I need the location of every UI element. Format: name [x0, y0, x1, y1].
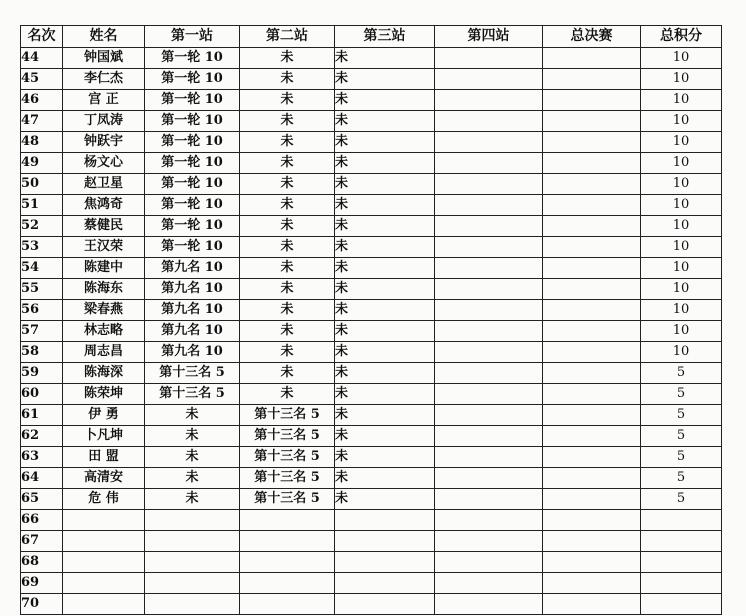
player-name-cell: 周志昌	[63, 342, 145, 363]
stage-3-cell: 未	[335, 258, 435, 279]
stage-2-cell: 未	[240, 132, 335, 153]
final-cell	[543, 552, 641, 573]
stage-2-cell: 第十三名 5	[240, 447, 335, 468]
player-name-cell: 梁春燕	[63, 300, 145, 321]
stage-2-cell	[240, 552, 335, 573]
stage-3-cell: 未	[335, 405, 435, 426]
stage-2-cell: 未	[240, 258, 335, 279]
player-name-cell: 杨文心	[63, 153, 145, 174]
total-points-cell: 5	[641, 426, 722, 447]
total-points-cell	[641, 594, 722, 615]
stage-2-cell: 未	[240, 237, 335, 258]
player-name-cell: 宫 正	[63, 90, 145, 111]
table-row	[21, 153, 722, 174]
table-row	[21, 447, 722, 468]
standings-sheet	[20, 25, 722, 615]
final-cell	[543, 531, 641, 552]
stage-3-cell: 未	[335, 300, 435, 321]
final-cell	[543, 573, 641, 594]
table-row	[21, 195, 722, 216]
total-points-cell: 5	[641, 405, 722, 426]
total-points-cell: 10	[641, 195, 722, 216]
rank-cell: 57	[21, 321, 63, 342]
stage-3-cell: 未	[335, 132, 435, 153]
stage-4-cell	[435, 216, 543, 237]
stage-4-cell	[435, 300, 543, 321]
stage-2-cell: 第十三名 5	[240, 426, 335, 447]
final-cell	[543, 489, 641, 510]
stage-2-cell: 未	[240, 384, 335, 405]
player-name-cell: 王汉荣	[63, 237, 145, 258]
stage-3-cell: 未	[335, 342, 435, 363]
table-row	[21, 258, 722, 279]
rank-cell: 53	[21, 237, 63, 258]
stage-4-cell	[435, 510, 543, 531]
final-cell	[543, 195, 641, 216]
table-row	[21, 69, 722, 90]
rank-cell: 63	[21, 447, 63, 468]
stage-1-cell: 未	[145, 447, 240, 468]
table-row	[21, 594, 722, 615]
table-row	[21, 342, 722, 363]
header-row	[21, 26, 722, 48]
player-name-cell: 卜凡坤	[63, 426, 145, 447]
stage-1-cell: 第九名 10	[145, 321, 240, 342]
final-cell	[543, 342, 641, 363]
header-name: 姓名	[63, 26, 145, 48]
header-total-points: 总积分	[641, 26, 722, 48]
header-final: 总决赛	[543, 26, 641, 48]
player-name-cell: 陈建中	[63, 258, 145, 279]
stage-4-cell	[435, 468, 543, 489]
stage-4-cell	[435, 111, 543, 132]
rank-cell: 46	[21, 90, 63, 111]
stage-3-cell: 未	[335, 384, 435, 405]
stage-2-cell: 未	[240, 216, 335, 237]
table-row	[21, 552, 722, 573]
player-name-cell: 田 盟	[63, 447, 145, 468]
stage-1-cell: 第一轮 10	[145, 153, 240, 174]
standings-table	[20, 25, 722, 615]
total-points-cell: 10	[641, 174, 722, 195]
stage-1-cell: 第十三名 5	[145, 363, 240, 384]
final-cell	[543, 237, 641, 258]
total-points-cell: 10	[641, 90, 722, 111]
stage-3-cell	[335, 510, 435, 531]
total-points-cell: 10	[641, 342, 722, 363]
stage-3-cell: 未	[335, 489, 435, 510]
rank-cell: 56	[21, 300, 63, 321]
rank-cell: 64	[21, 468, 63, 489]
stage-1-cell: 第一轮 10	[145, 132, 240, 153]
final-cell	[543, 174, 641, 195]
player-name-cell: 高清安	[63, 468, 145, 489]
stage-2-cell: 未	[240, 174, 335, 195]
final-cell	[543, 48, 641, 69]
stage-4-cell	[435, 237, 543, 258]
stage-1-cell: 第九名 10	[145, 258, 240, 279]
stage-3-cell: 未	[335, 216, 435, 237]
total-points-cell: 10	[641, 48, 722, 69]
total-points-cell: 5	[641, 384, 722, 405]
stage-4-cell	[435, 279, 543, 300]
table-row	[21, 405, 722, 426]
stage-1-cell: 第一轮 10	[145, 195, 240, 216]
final-cell	[543, 90, 641, 111]
total-points-cell: 5	[641, 363, 722, 384]
rank-cell: 49	[21, 153, 63, 174]
player-name-cell: 钟跃宇	[63, 132, 145, 153]
table-row	[21, 90, 722, 111]
total-points-cell: 10	[641, 279, 722, 300]
stage-2-cell	[240, 510, 335, 531]
stage-2-cell	[240, 573, 335, 594]
rank-cell: 59	[21, 363, 63, 384]
table-row	[21, 174, 722, 195]
stage-1-cell	[145, 573, 240, 594]
player-name-cell: 赵卫星	[63, 174, 145, 195]
stage-1-cell: 未	[145, 426, 240, 447]
stage-1-cell: 未	[145, 405, 240, 426]
final-cell	[543, 447, 641, 468]
stage-1-cell	[145, 510, 240, 531]
table-row	[21, 300, 722, 321]
total-points-cell	[641, 531, 722, 552]
stage-2-cell: 未	[240, 69, 335, 90]
player-name-cell: 陈海深	[63, 363, 145, 384]
rank-cell: 52	[21, 216, 63, 237]
stage-4-cell	[435, 384, 543, 405]
final-cell	[543, 321, 641, 342]
stage-1-cell: 未	[145, 489, 240, 510]
stage-2-cell: 未	[240, 195, 335, 216]
stage-2-cell: 第十三名 5	[240, 468, 335, 489]
final-cell	[543, 594, 641, 615]
stage-3-cell: 未	[335, 153, 435, 174]
player-name-cell: 丁凤涛	[63, 111, 145, 132]
stage-1-cell: 第一轮 10	[145, 174, 240, 195]
total-points-cell	[641, 510, 722, 531]
final-cell	[543, 216, 641, 237]
header-rank: 名次	[21, 26, 63, 48]
stage-3-cell: 未	[335, 48, 435, 69]
stage-4-cell	[435, 132, 543, 153]
stage-2-cell	[240, 594, 335, 615]
total-points-cell: 5	[641, 489, 722, 510]
table-row	[21, 426, 722, 447]
final-cell	[543, 279, 641, 300]
stage-2-cell	[240, 531, 335, 552]
total-points-cell: 10	[641, 321, 722, 342]
player-name-cell: 林志略	[63, 321, 145, 342]
stage-4-cell	[435, 195, 543, 216]
stage-4-cell	[435, 552, 543, 573]
rank-cell: 48	[21, 132, 63, 153]
stage-4-cell	[435, 69, 543, 90]
total-points-cell: 5	[641, 447, 722, 468]
stage-3-cell: 未	[335, 468, 435, 489]
stage-2-cell: 未	[240, 90, 335, 111]
final-cell	[543, 405, 641, 426]
table-row	[21, 132, 722, 153]
stage-2-cell: 未	[240, 48, 335, 69]
stage-3-cell: 未	[335, 363, 435, 384]
stage-1-cell	[145, 531, 240, 552]
table-row	[21, 363, 722, 384]
stage-1-cell: 第一轮 10	[145, 216, 240, 237]
total-points-cell	[641, 573, 722, 594]
stage-4-cell	[435, 321, 543, 342]
total-points-cell	[641, 552, 722, 573]
stage-1-cell	[145, 552, 240, 573]
stage-2-cell: 未	[240, 342, 335, 363]
stage-4-cell	[435, 573, 543, 594]
rank-cell: 66	[21, 510, 63, 531]
stage-3-cell: 未	[335, 279, 435, 300]
stage-2-cell: 未	[240, 153, 335, 174]
rank-cell: 55	[21, 279, 63, 300]
stage-3-cell	[335, 531, 435, 552]
stage-4-cell	[435, 426, 543, 447]
final-cell	[543, 384, 641, 405]
stage-2-cell: 未	[240, 111, 335, 132]
stage-1-cell: 第九名 10	[145, 342, 240, 363]
player-name-cell	[63, 531, 145, 552]
final-cell	[543, 69, 641, 90]
stage-2-cell: 未	[240, 321, 335, 342]
player-name-cell	[63, 552, 145, 573]
player-name-cell: 危 伟	[63, 489, 145, 510]
player-name-cell	[63, 510, 145, 531]
final-cell	[543, 468, 641, 489]
stage-4-cell	[435, 258, 543, 279]
stage-1-cell: 第十三名 5	[145, 384, 240, 405]
stage-3-cell: 未	[335, 237, 435, 258]
rank-cell: 69	[21, 573, 63, 594]
rank-cell: 65	[21, 489, 63, 510]
table-row	[21, 216, 722, 237]
stage-3-cell	[335, 573, 435, 594]
header-stage-1: 第一站	[145, 26, 240, 48]
stage-1-cell: 第九名 10	[145, 279, 240, 300]
rank-cell: 68	[21, 552, 63, 573]
stage-4-cell	[435, 531, 543, 552]
stage-3-cell: 未	[335, 426, 435, 447]
rank-cell: 70	[21, 594, 63, 615]
stage-1-cell: 未	[145, 468, 240, 489]
player-name-cell: 陈荣坤	[63, 384, 145, 405]
stage-4-cell	[435, 489, 543, 510]
table-row	[21, 531, 722, 552]
final-cell	[543, 153, 641, 174]
table-row	[21, 510, 722, 531]
final-cell	[543, 132, 641, 153]
final-cell	[543, 111, 641, 132]
table-row	[21, 489, 722, 510]
stage-4-cell	[435, 174, 543, 195]
rank-cell: 60	[21, 384, 63, 405]
stage-4-cell	[435, 447, 543, 468]
player-name-cell: 李仁杰	[63, 69, 145, 90]
stage-1-cell: 第一轮 10	[145, 69, 240, 90]
rank-cell: 51	[21, 195, 63, 216]
header-stage-3: 第三站	[335, 26, 435, 48]
rank-cell: 67	[21, 531, 63, 552]
player-name-cell: 蔡健民	[63, 216, 145, 237]
player-name-cell: 焦鸿奇	[63, 195, 145, 216]
total-points-cell: 10	[641, 111, 722, 132]
total-points-cell: 10	[641, 258, 722, 279]
rank-cell: 62	[21, 426, 63, 447]
rank-cell: 47	[21, 111, 63, 132]
stage-3-cell: 未	[335, 321, 435, 342]
total-points-cell: 10	[641, 216, 722, 237]
final-cell	[543, 510, 641, 531]
player-name-cell: 钟国斌	[63, 48, 145, 69]
header-stage-2: 第二站	[240, 26, 335, 48]
total-points-cell: 10	[641, 132, 722, 153]
final-cell	[543, 258, 641, 279]
player-name-cell	[63, 594, 145, 615]
stage-4-cell	[435, 153, 543, 174]
table-row	[21, 573, 722, 594]
stage-4-cell	[435, 342, 543, 363]
stage-1-cell: 第一轮 10	[145, 111, 240, 132]
rank-cell: 54	[21, 258, 63, 279]
table-row	[21, 279, 722, 300]
final-cell	[543, 426, 641, 447]
stage-3-cell: 未	[335, 447, 435, 468]
final-cell	[543, 300, 641, 321]
table-row	[21, 384, 722, 405]
final-cell	[543, 363, 641, 384]
stage-1-cell: 第一轮 10	[145, 48, 240, 69]
rank-cell: 50	[21, 174, 63, 195]
table-row	[21, 468, 722, 489]
rank-cell: 44	[21, 48, 63, 69]
rank-cell: 61	[21, 405, 63, 426]
player-name-cell	[63, 573, 145, 594]
table-row	[21, 111, 722, 132]
stage-4-cell	[435, 90, 543, 111]
stage-1-cell	[145, 594, 240, 615]
stage-2-cell: 未	[240, 279, 335, 300]
stage-2-cell: 第十三名 5	[240, 489, 335, 510]
header-stage-4: 第四站	[435, 26, 543, 48]
stage-3-cell: 未	[335, 69, 435, 90]
total-points-cell: 10	[641, 237, 722, 258]
total-points-cell: 10	[641, 300, 722, 321]
total-points-cell: 10	[641, 69, 722, 90]
player-name-cell: 伊 勇	[63, 405, 145, 426]
total-points-cell: 10	[641, 153, 722, 174]
table-row	[21, 321, 722, 342]
stage-1-cell: 第九名 10	[145, 300, 240, 321]
table-row	[21, 48, 722, 69]
stage-2-cell: 未	[240, 363, 335, 384]
stage-1-cell: 第一轮 10	[145, 90, 240, 111]
stage-4-cell	[435, 594, 543, 615]
stage-4-cell	[435, 48, 543, 69]
stage-3-cell	[335, 594, 435, 615]
player-name-cell: 陈海东	[63, 279, 145, 300]
stage-4-cell	[435, 363, 543, 384]
total-points-cell: 5	[641, 468, 722, 489]
stage-3-cell: 未	[335, 195, 435, 216]
stage-2-cell: 未	[240, 300, 335, 321]
stage-3-cell: 未	[335, 90, 435, 111]
rank-cell: 45	[21, 69, 63, 90]
rank-cell: 58	[21, 342, 63, 363]
stage-1-cell: 第一轮 10	[145, 237, 240, 258]
stage-3-cell: 未	[335, 111, 435, 132]
stage-3-cell	[335, 552, 435, 573]
stage-3-cell: 未	[335, 174, 435, 195]
table-row	[21, 237, 722, 258]
stage-4-cell	[435, 405, 543, 426]
stage-2-cell: 第十三名 5	[240, 405, 335, 426]
